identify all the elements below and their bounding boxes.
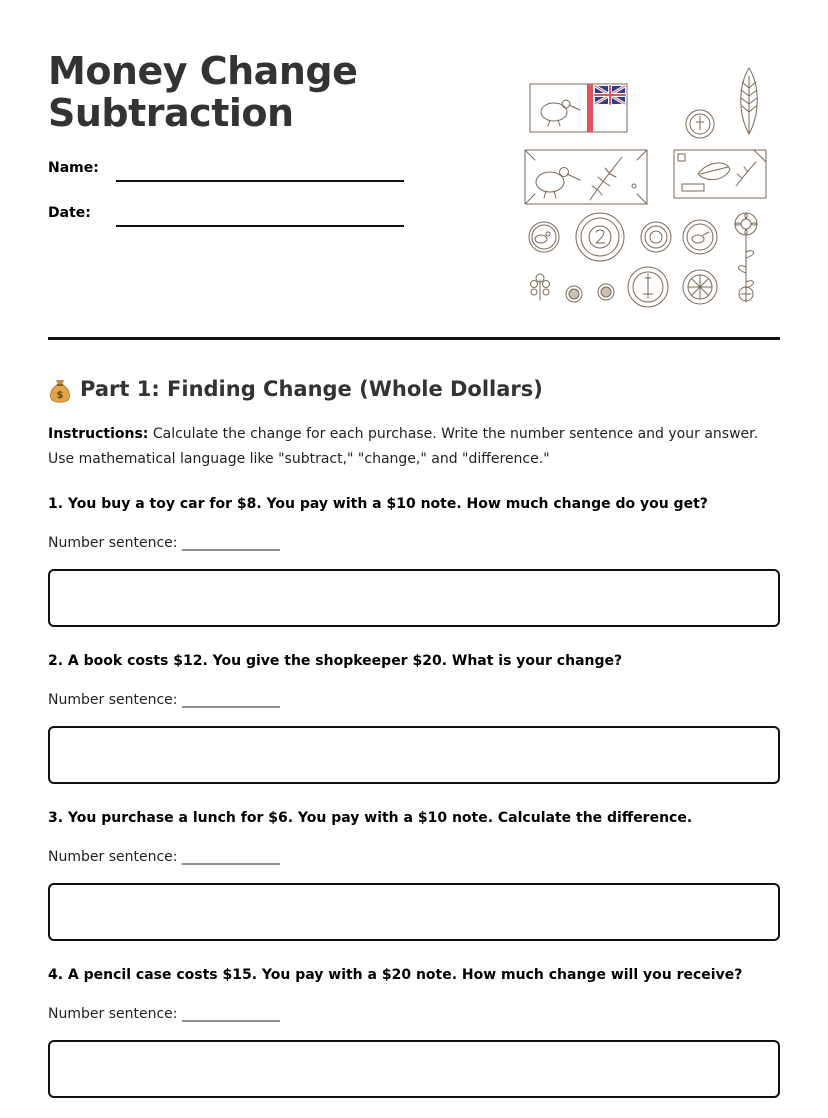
- money-bag-icon: [48, 377, 72, 403]
- answer-box[interactable]: [48, 883, 780, 941]
- part1-heading: [48, 374, 543, 404]
- coin-icon: [683, 270, 717, 304]
- leaf-icon: [698, 163, 730, 180]
- kiwi-bird-icon: [541, 100, 580, 126]
- instructions: [48, 422, 780, 472]
- question-4: [48, 965, 780, 1098]
- banknote-icon: [674, 150, 766, 198]
- coin-icon: [683, 220, 717, 254]
- coin-icon: [598, 284, 614, 300]
- question-2: [48, 651, 780, 784]
- money-illustration: [522, 62, 772, 312]
- worksheet-title: [48, 50, 357, 134]
- question-3: [48, 808, 780, 941]
- title-line-2: Subtraction: [48, 91, 294, 135]
- answer-box[interactable]: [48, 569, 780, 627]
- banknote-icon: [530, 84, 627, 132]
- svg-text:$: $: [56, 390, 64, 401]
- header-divider: [48, 337, 780, 340]
- number-sentence: Number sentence: ______________: [48, 692, 280, 708]
- question-text: 1. You buy a toy car for $8. You pay with a $10 note. How much change do you get?: [48, 496, 708, 512]
- flower-icon: [531, 274, 550, 300]
- number-sentence: Number sentence: ______________: [48, 535, 280, 551]
- title-line-1: Money Change: [48, 49, 358, 93]
- coin-icon: [628, 267, 668, 307]
- date-label: Date:: [48, 205, 91, 221]
- flower-icon: [735, 213, 757, 302]
- question-1: [48, 494, 780, 627]
- date-field: [48, 205, 408, 229]
- name-label: Name:: [48, 160, 99, 176]
- answer-box[interactable]: [48, 726, 780, 784]
- coin-icon: [641, 222, 671, 252]
- number-sentence: Number sentence: ______________: [48, 849, 280, 865]
- instructions-text: Calculate the change for each purchase. Write the number sentence and your answer. Use mathematical language like "subtract," "change," and "difference.": [48, 426, 759, 467]
- instructions-label: Instructions:: [48, 426, 149, 442]
- coin-icon: [686, 110, 714, 138]
- answer-box[interactable]: [48, 1040, 780, 1098]
- coin-icon: [576, 213, 624, 261]
- name-line[interactable]: [116, 180, 404, 182]
- kiwi-bird-icon: [536, 168, 580, 199]
- question-text: 3. You purchase a lunch for $6. You pay with a $10 note. Calculate the difference.: [48, 810, 693, 826]
- flag-icon: [595, 86, 625, 104]
- coin-icon: [529, 222, 559, 252]
- banknote-icon: [525, 150, 647, 204]
- part1-heading-text: Part 1: Finding Change (Whole Dollars): [80, 377, 543, 401]
- name-field: [48, 160, 408, 184]
- number-sentence: Number sentence: ______________: [48, 1006, 280, 1022]
- coin-icon: [566, 286, 582, 302]
- feather-icon: [741, 68, 758, 134]
- question-text: 2. A book costs $12. You give the shopkeeper $20. What is your change?: [48, 653, 623, 669]
- date-line[interactable]: [116, 225, 404, 227]
- question-text: 4. A pencil case costs $15. You pay with a $20 note. How much change will you receive?: [48, 967, 743, 983]
